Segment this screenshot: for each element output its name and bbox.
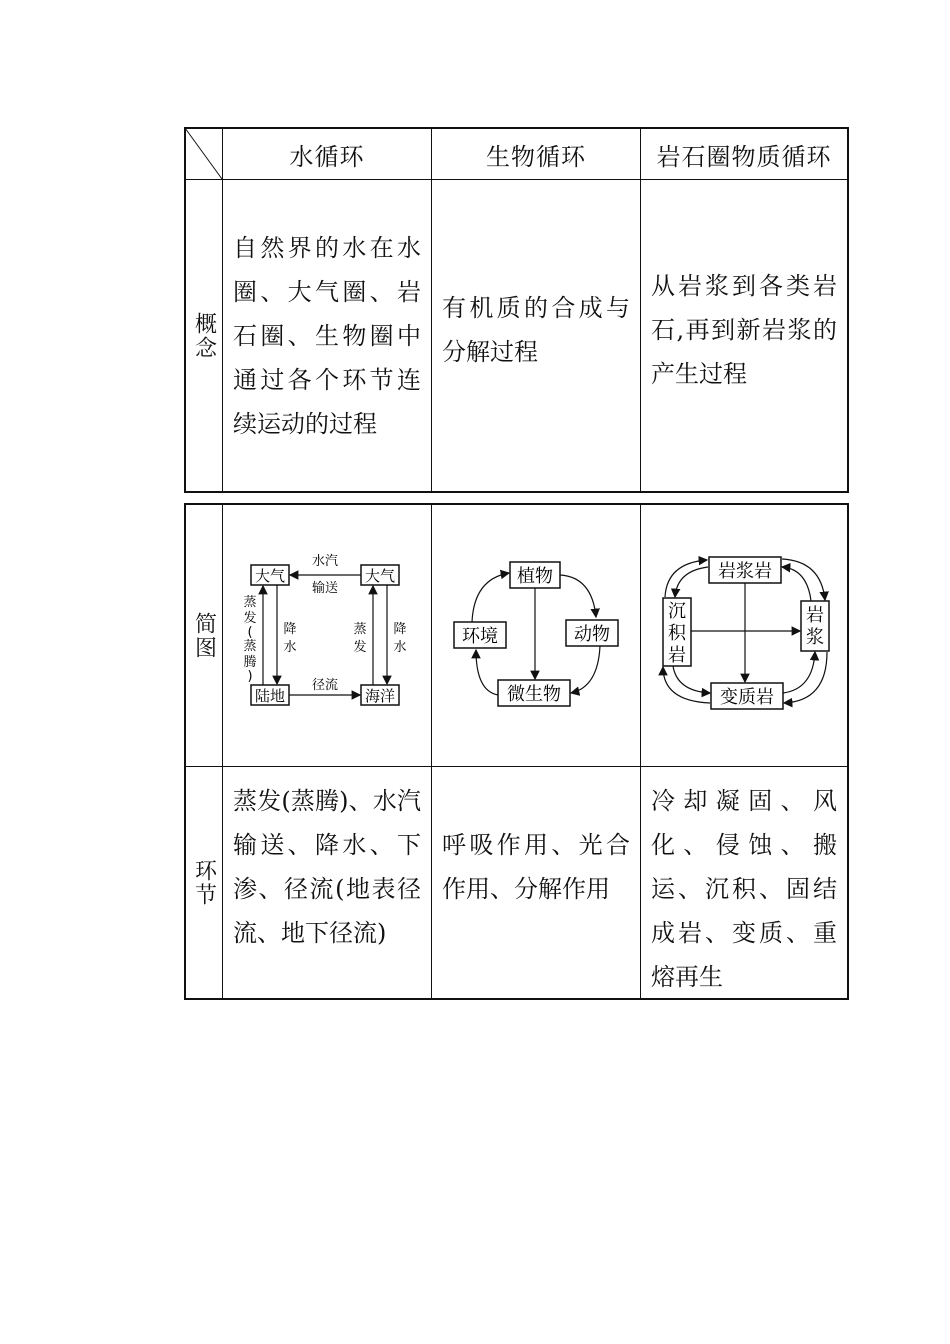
rock-sed-2: 积 — [668, 623, 686, 644]
concept-water: 自然界的水在水圈、大气圈、岩石圈、生物圈中通过各个环节连续运动的过程 — [233, 233, 421, 438]
rock-box-metamorphic: 变质岩 — [720, 687, 774, 708]
bio-box-plant: 植物 — [517, 566, 553, 587]
arrow-metamorphic-sedimentary — [663, 667, 710, 703]
header-water-cycle: 水循环 — [289, 142, 365, 171]
rock-magma-2: 浆 — [806, 627, 824, 648]
water-box-land: 陆地 — [254, 687, 286, 705]
arrow-magmatic-sedimentary — [675, 567, 708, 597]
label-vapor-2: 输送 — [311, 581, 339, 596]
header-bio-cycle: 生物循环 — [486, 142, 586, 171]
arrow-magma-magmatic — [782, 567, 811, 601]
arrow-environment-plant — [472, 573, 509, 622]
rock-cycle-diagram — [641, 505, 847, 766]
arrow-magma-metamorphic-outer — [784, 652, 827, 703]
concept-rock: 从岩浆到各类岩石,再到新岩浆的产生过程 — [651, 271, 837, 388]
arrow-metamorphic-magma — [783, 652, 815, 693]
arrow-sedimentary-magmatic — [665, 560, 707, 597]
rock-sed-1: 沉 — [668, 601, 686, 622]
row-label-links: 环节 — [191, 858, 217, 907]
label-runoff: 径流 — [311, 678, 339, 693]
arrow-sedimentary-metamorphic — [673, 666, 710, 693]
bio-box-animal: 动物 — [574, 624, 610, 645]
arrow-microbe-environment — [476, 650, 498, 695]
water-box-atmosphere-right: 大气 — [364, 567, 396, 585]
label-vapor-1: 水汽 — [311, 554, 339, 569]
label-precip-left-2: 水 — [283, 640, 297, 655]
arrow-plant-animal — [560, 575, 596, 617]
table-line — [847, 503, 849, 1000]
label-evap-right-2: 发 — [353, 640, 367, 655]
rock-magma-1: 岩 — [806, 605, 824, 626]
label-evap-left-1: 蒸 — [243, 595, 257, 610]
label-evap-left-4: 蒸 — [243, 639, 257, 654]
label-evap-right-1: 蒸 — [353, 622, 367, 637]
rock-sed-3: 岩 — [668, 645, 686, 666]
links-rock: 冷却凝固、风化、侵蚀、搬运、沉积、固结成岩、变质、重熔再生 — [651, 787, 837, 991]
label-evap-left-6: ) — [247, 669, 253, 684]
water-cycle-diagram — [223, 505, 431, 766]
arrow-animal-microbe — [571, 646, 600, 693]
header-rock-cycle: 岩石圈物质循环 — [656, 142, 832, 171]
label-precip-right-2: 水 — [393, 640, 407, 655]
links-water: 蒸发(蒸腾)、水汽输送、降水、下渗、径流(地表径流、地下径流) — [233, 787, 421, 947]
bio-box-environment: 环境 — [462, 626, 498, 647]
corner-diagonal — [184, 127, 223, 180]
row-label-concept: 概念 — [191, 311, 217, 360]
label-precip-left-1: 降 — [283, 622, 297, 637]
water-box-ocean: 海洋 — [364, 687, 396, 705]
label-precip-right-1: 降 — [393, 622, 407, 637]
bio-cycle-diagram — [432, 505, 640, 766]
label-evap-left-2: 发 — [243, 611, 257, 626]
bio-box-microbe: 微生物 — [507, 684, 561, 705]
label-evap-left-5: 腾 — [243, 655, 257, 670]
rock-box-magmatic: 岩浆岩 — [718, 561, 772, 582]
concept-bio: 有机质的合成与分解过程 — [442, 293, 630, 366]
water-box-atmosphere-left: 大气 — [254, 567, 286, 585]
row-label-diagram: 简图 — [191, 611, 217, 660]
table-line — [184, 491, 849, 493]
table-line — [847, 127, 849, 493]
links-bio: 呼吸作用、光合作用、分解作用 — [442, 831, 630, 903]
label-evap-left-3: ( — [247, 625, 253, 640]
